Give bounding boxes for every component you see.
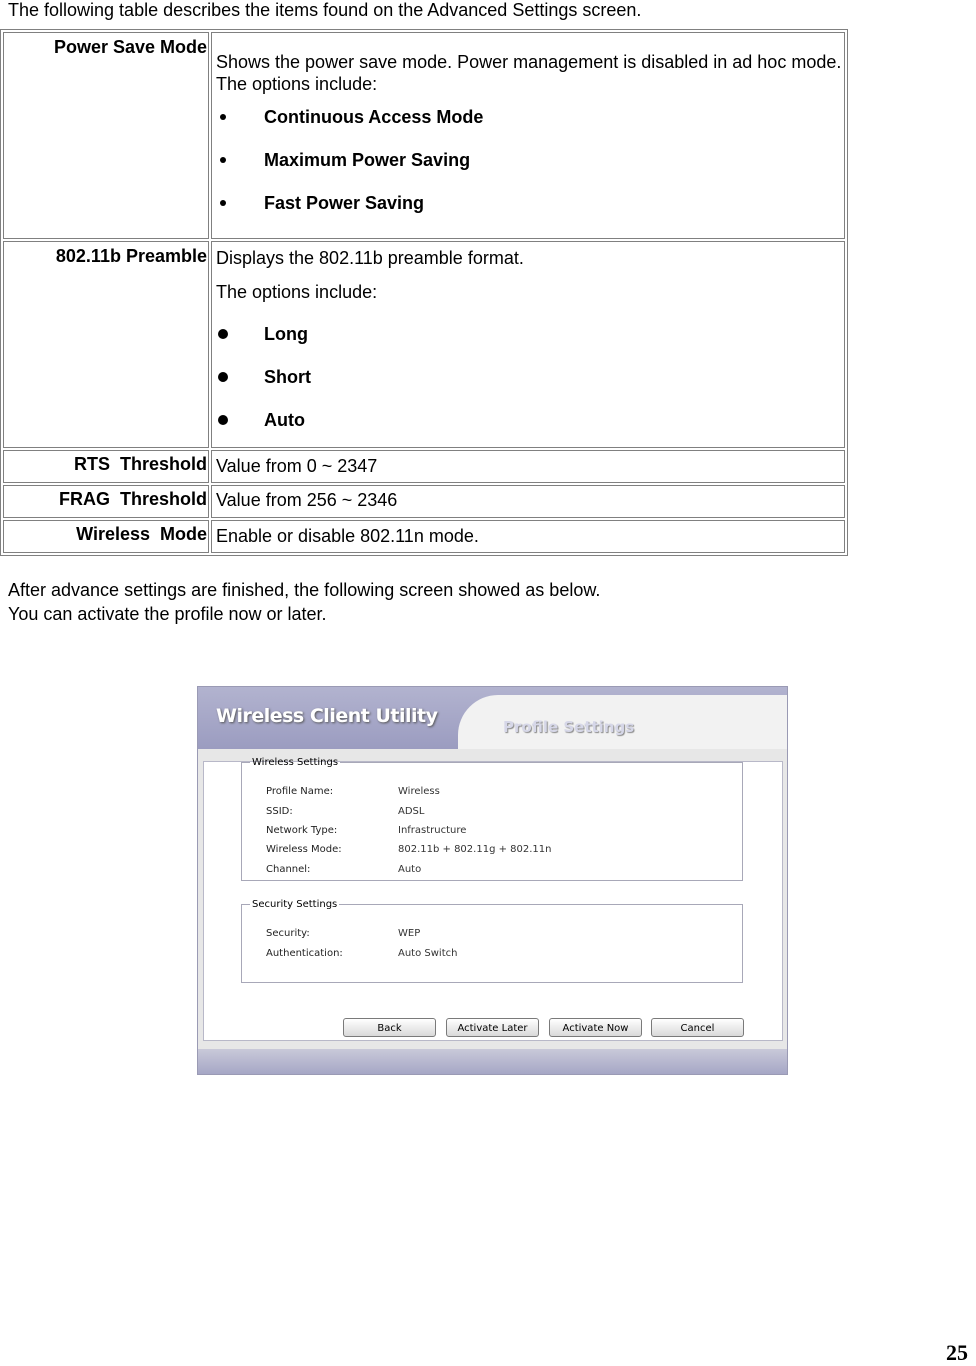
after-line-2: You can activate the profile now or later. [8, 604, 327, 624]
list-item [216, 409, 844, 431]
field-value: ADSL [398, 806, 425, 817]
option-label: Fast Power Saving [264, 193, 425, 213]
list-item [216, 192, 844, 214]
term-rts: RTS Threshold [3, 450, 209, 483]
desc-text: The options include: [216, 282, 378, 302]
option-label: Long [264, 324, 308, 344]
cancel-button[interactable]: Cancel [651, 1018, 744, 1037]
term-power-save: Power Save Mode [3, 32, 209, 239]
desc-text: Displays the 802.11b preamble format. [216, 248, 524, 268]
field-label: Wireless Mode: [266, 844, 342, 855]
settings-table [0, 29, 848, 556]
bottom-bar [198, 1049, 788, 1075]
option-label: Short [264, 367, 311, 387]
back-button[interactable]: Back [343, 1018, 436, 1037]
field-value: WEP [398, 928, 421, 939]
option-label: Auto [264, 410, 305, 430]
field-label: Channel: [266, 864, 311, 875]
bullet-icon [218, 415, 228, 425]
option-list [216, 323, 844, 431]
activate-later-button[interactable]: Activate Later [446, 1018, 539, 1037]
option-label: Continuous Access Mode [264, 107, 484, 127]
option-list [216, 106, 844, 214]
field-value: Auto [398, 864, 422, 875]
desc-rts [211, 450, 845, 483]
field-label: Profile Name: [266, 786, 334, 797]
table-row [3, 485, 845, 518]
table-row [3, 32, 845, 239]
activate-now-button[interactable]: Activate Now [549, 1018, 642, 1037]
list-item [216, 366, 844, 409]
bullet-icon [220, 200, 226, 206]
tab-profile-settings[interactable]: Profile Settings [503, 718, 635, 736]
desc-text: Shows the power save mode. Power management is disabled in ad hoc mode. The options include: [216, 52, 842, 94]
after-text [8, 578, 600, 626]
app-title: Wireless Client Utility [216, 705, 438, 727]
bullet-icon [220, 157, 226, 163]
profile-settings-screenshot [197, 686, 788, 1075]
list-item [216, 149, 844, 192]
desc-power-save [211, 32, 845, 239]
security-settings-legend: Security Settings [252, 899, 338, 910]
list-item [216, 323, 844, 366]
field-value: Wireless [398, 786, 440, 797]
field-label: Security: [266, 928, 310, 939]
field-label: Authentication: [266, 948, 343, 959]
content-panel [203, 757, 783, 1041]
desc-preamble [211, 241, 845, 448]
security-settings-group [241, 899, 743, 983]
table-row [3, 241, 845, 448]
wireless-settings-group [241, 757, 743, 881]
table-row [3, 450, 845, 483]
option-label: Maximum Power Saving [264, 150, 471, 170]
bullet-icon [218, 372, 228, 382]
desc-text: Value from 0 ~ 2347 [216, 456, 378, 476]
intro-text: The following table describes the items found on the Advanced Settings screen. [8, 0, 642, 20]
field-label: SSID: [266, 806, 293, 817]
term-frag: FRAG Threshold [3, 485, 209, 518]
page-number: 25 [946, 1340, 968, 1365]
app-header [198, 687, 788, 749]
field-label: Network Type: [266, 825, 338, 836]
list-item [216, 106, 844, 149]
field-value: Infrastructure [398, 825, 467, 836]
bullet-icon [218, 329, 228, 339]
field-value: Auto Switch [398, 948, 458, 959]
table-row [3, 520, 845, 553]
desc-frag [211, 485, 845, 518]
desc-text: Value from 256 ~ 2346 [216, 490, 398, 510]
after-line-1: After advance settings are finished, the following screen showed as below. [8, 580, 601, 600]
term-preamble: 802.11b Preamble [3, 241, 209, 448]
bullet-icon [220, 114, 226, 120]
desc-text: Enable or disable 802.11n mode. [216, 526, 479, 546]
wireless-settings-legend: Wireless Settings [252, 757, 339, 768]
field-value: 802.11b + 802.11g + 802.11n [398, 844, 552, 855]
term-wireless-mode: Wireless Mode [3, 520, 209, 553]
desc-wireless-mode [211, 520, 845, 553]
